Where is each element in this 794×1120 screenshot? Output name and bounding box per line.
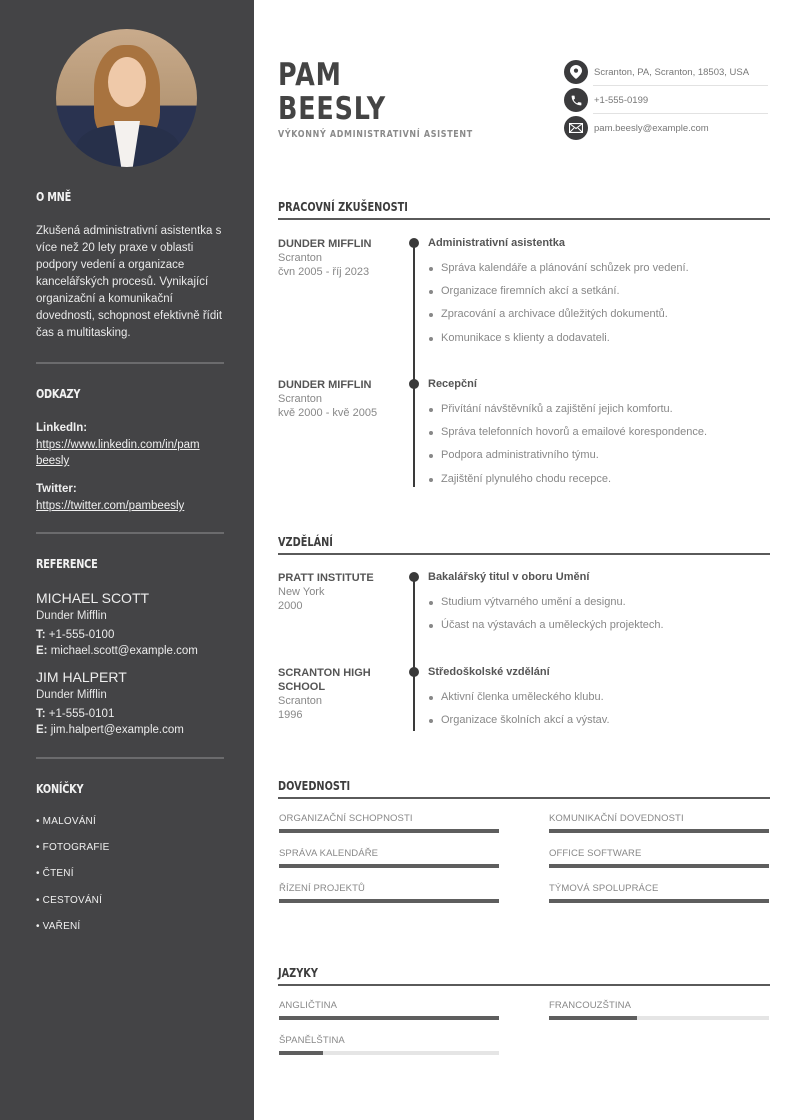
skill-item-label: KOMUNIKAČNÍ DOVEDNOSTI xyxy=(549,813,684,824)
language-item xyxy=(279,1035,499,1055)
timeline-dot xyxy=(409,667,419,677)
location: Scranton xyxy=(278,393,323,405)
reference-company: Dunder Mifflin xyxy=(36,689,107,701)
link-linkedin xyxy=(36,420,224,469)
timeline-dot xyxy=(409,572,419,582)
education-timeline xyxy=(413,577,415,731)
skill-item xyxy=(279,813,499,833)
language-item-bar-track xyxy=(279,1016,499,1020)
reference-email: E: michael.scott@example.com xyxy=(36,645,198,657)
degree-title: Bakalářský titul v oboru Umění xyxy=(428,571,590,583)
skill-item xyxy=(549,883,769,903)
list-item: Studium výtvarného umění a designu. xyxy=(428,591,768,614)
list-item: Zpracování a archivace důležitých dokumentů. xyxy=(428,303,768,326)
role-title: Administrativní asistentka xyxy=(428,237,565,249)
language-item-bar-fill xyxy=(279,1051,323,1055)
location: Scranton xyxy=(278,695,323,707)
links-heading: ODKAZY xyxy=(36,386,81,401)
skills-heading: DOVEDNOSTI xyxy=(278,778,351,793)
sidebar-divider xyxy=(36,757,224,759)
hobby-item: • CESTOVÁNÍ xyxy=(36,895,103,906)
skill-item-label: OFFICE SOFTWARE xyxy=(549,848,642,859)
skill-item-label: ORGANIZAČNÍ SCHOPNOSTI xyxy=(279,813,413,824)
language-item xyxy=(279,1000,499,1020)
reference-phone: T: +1-555-0100 xyxy=(36,629,115,641)
institution: PRATT INSTITUTE xyxy=(278,572,374,584)
list-item: Správa telefonních hovorů a emailové korespondence. xyxy=(428,421,768,444)
list-item: Komunikace s klienty a dodavateli. xyxy=(428,327,768,350)
language-item-bar-track xyxy=(549,1016,769,1020)
list-item: Přivítání návštěvníků a zajištění jejich komfortu. xyxy=(428,398,768,421)
contact-phone xyxy=(564,86,768,114)
responsibilities-list xyxy=(428,398,768,491)
language-item-bar-track xyxy=(279,1051,499,1055)
timeline-dot xyxy=(409,238,419,248)
linkedin-url[interactable]: https://www.linkedin.com/in/pam beesly xyxy=(36,439,200,467)
list-item: Zajištění plynulého chodu recepce. xyxy=(428,468,768,491)
reference-item xyxy=(36,589,224,659)
list-item: Organizace školních akcí a výstav. xyxy=(428,709,768,732)
reference-name: MICHAEL SCOTT xyxy=(36,590,150,606)
education-details-list xyxy=(428,686,768,732)
sidebar-divider xyxy=(36,362,224,364)
skill-item-bar-fill xyxy=(279,829,499,833)
timeline-dot xyxy=(409,379,419,389)
section-rule xyxy=(278,553,770,555)
hobby-item: • FOTOGRAFIE xyxy=(36,842,110,853)
hobby-item: • VAŘENÍ xyxy=(36,921,81,932)
location-icon xyxy=(564,60,588,84)
mail-icon xyxy=(564,116,588,140)
reference-email: E: jim.halpert@example.com xyxy=(36,724,184,736)
skill-item-bar-track xyxy=(549,899,769,903)
skill-item xyxy=(279,848,499,868)
dates: čvn 2005 - říj 2023 xyxy=(278,266,370,278)
skill-item-bar-track xyxy=(279,864,499,868)
reference-company: Dunder Mifflin xyxy=(36,610,107,622)
language-item-bar-fill xyxy=(279,1016,499,1020)
skill-item xyxy=(549,813,769,833)
skill-item-bar-track xyxy=(549,829,769,833)
experience-timeline xyxy=(413,243,415,487)
reference-name: JIM HALPERT xyxy=(36,669,127,685)
education-entry-meta xyxy=(278,571,398,613)
dates: 2000 xyxy=(278,600,303,612)
institution: SCRANTON HIGH SCHOOL xyxy=(278,667,371,693)
language-item-label: FRANCOUZŠTINA xyxy=(549,1000,632,1011)
skill-item-bar-track xyxy=(279,829,499,833)
list-item: Správa kalendáře a plánování schůzek pro vedení. xyxy=(428,257,768,280)
skill-item-label: ŘÍZENÍ PROJEKTŮ xyxy=(279,883,365,894)
languages-heading: JAZYKY xyxy=(278,965,318,980)
location: Scranton xyxy=(278,252,323,264)
dates: 1996 xyxy=(278,709,303,721)
list-item: Účast na výstavách a uměleckých projektech. xyxy=(428,614,768,637)
address-text: Scranton, PA, Scranton, 18503, USA xyxy=(594,66,750,78)
section-rule xyxy=(278,218,770,220)
skill-item-bar-fill xyxy=(279,864,499,868)
experience-heading: PRACOVNÍ ZKUŠENOSTI xyxy=(278,199,408,214)
reference-item xyxy=(36,668,224,738)
last-name: BEESLY xyxy=(278,91,386,127)
education-details-list xyxy=(428,591,768,637)
skill-item-label: TÝMOVÁ SPOLUPRÁCE xyxy=(549,883,659,894)
twitter-label: Twitter: xyxy=(36,483,77,495)
skill-item xyxy=(279,883,499,903)
language-item xyxy=(549,1000,769,1020)
language-item-label: ŠPANĚLŠTINA xyxy=(279,1035,345,1046)
experience-entry-meta xyxy=(278,237,398,279)
hobby-item: • MALOVÁNÍ xyxy=(36,816,96,827)
profile-photo xyxy=(56,29,197,167)
list-item: Podpora administrativního týmu. xyxy=(428,444,768,467)
sidebar xyxy=(0,0,254,1120)
section-rule xyxy=(278,984,770,986)
job-title: VÝKONNÝ ADMINISTRATIVNÍ ASISTENT xyxy=(278,129,473,140)
organization: DUNDER MIFFLIN xyxy=(278,238,372,250)
degree-title: Středoškolské vzdělání xyxy=(428,666,550,678)
dates: kvě 2000 - kvě 2005 xyxy=(278,407,378,419)
about-text: Zkušená administrativní asistentka s více než 20 lety praxe v oblasti podpory vedení a organizace kancelářských procesů. Vynikající organizační a komunikační dovednosti, schopnost efektivně řídit čas a multitasking. xyxy=(36,225,223,339)
role-title: Recepční xyxy=(428,378,477,390)
skill-item-bar-fill xyxy=(549,829,769,833)
about-heading: O MNĚ xyxy=(36,189,72,204)
reference-phone: T: +1-555-0101 xyxy=(36,708,115,720)
contact-address xyxy=(564,58,768,86)
organization: DUNDER MIFFLIN xyxy=(278,379,372,391)
experience-entry-meta xyxy=(278,378,398,420)
skill-item xyxy=(549,848,769,868)
phone-icon xyxy=(564,88,588,112)
skill-item-label: SPRÁVA KALENDÁŘE xyxy=(279,848,379,859)
language-item-label: ANGLIČTINA xyxy=(279,1000,338,1011)
skill-item-bar-fill xyxy=(549,899,769,903)
twitter-url[interactable]: https://twitter.com/pambeesly xyxy=(36,500,185,512)
education-entry-meta xyxy=(278,666,398,722)
skill-item-bar-track xyxy=(279,899,499,903)
skill-item-bar-track xyxy=(549,864,769,868)
responsibilities-list xyxy=(428,257,768,350)
skill-item-bar-fill xyxy=(279,899,499,903)
section-rule xyxy=(278,797,770,799)
references-heading: REFERENCE xyxy=(36,556,98,571)
first-name: PAM xyxy=(278,57,342,93)
photo-face xyxy=(108,57,146,107)
language-item-bar-fill xyxy=(549,1016,637,1020)
phone-text: +1-555-0199 xyxy=(594,94,649,106)
location: New York xyxy=(278,586,325,598)
list-item: Organizace firemních akcí a setkání. xyxy=(428,280,768,303)
linkedin-label: LinkedIn: xyxy=(36,422,88,434)
education-heading: VZDĚLÁNÍ xyxy=(278,534,333,549)
list-item: Aktivní členka uměleckého klubu. xyxy=(428,686,768,709)
email-text: pam.beesly@example.com xyxy=(594,122,709,134)
contact-email xyxy=(564,114,768,142)
skill-item-bar-fill xyxy=(549,864,769,868)
hobbies-heading: KONÍČKY xyxy=(36,781,84,796)
link-twitter xyxy=(36,481,224,514)
hobby-item: • ČTENÍ xyxy=(36,868,74,879)
sidebar-divider xyxy=(36,532,224,534)
